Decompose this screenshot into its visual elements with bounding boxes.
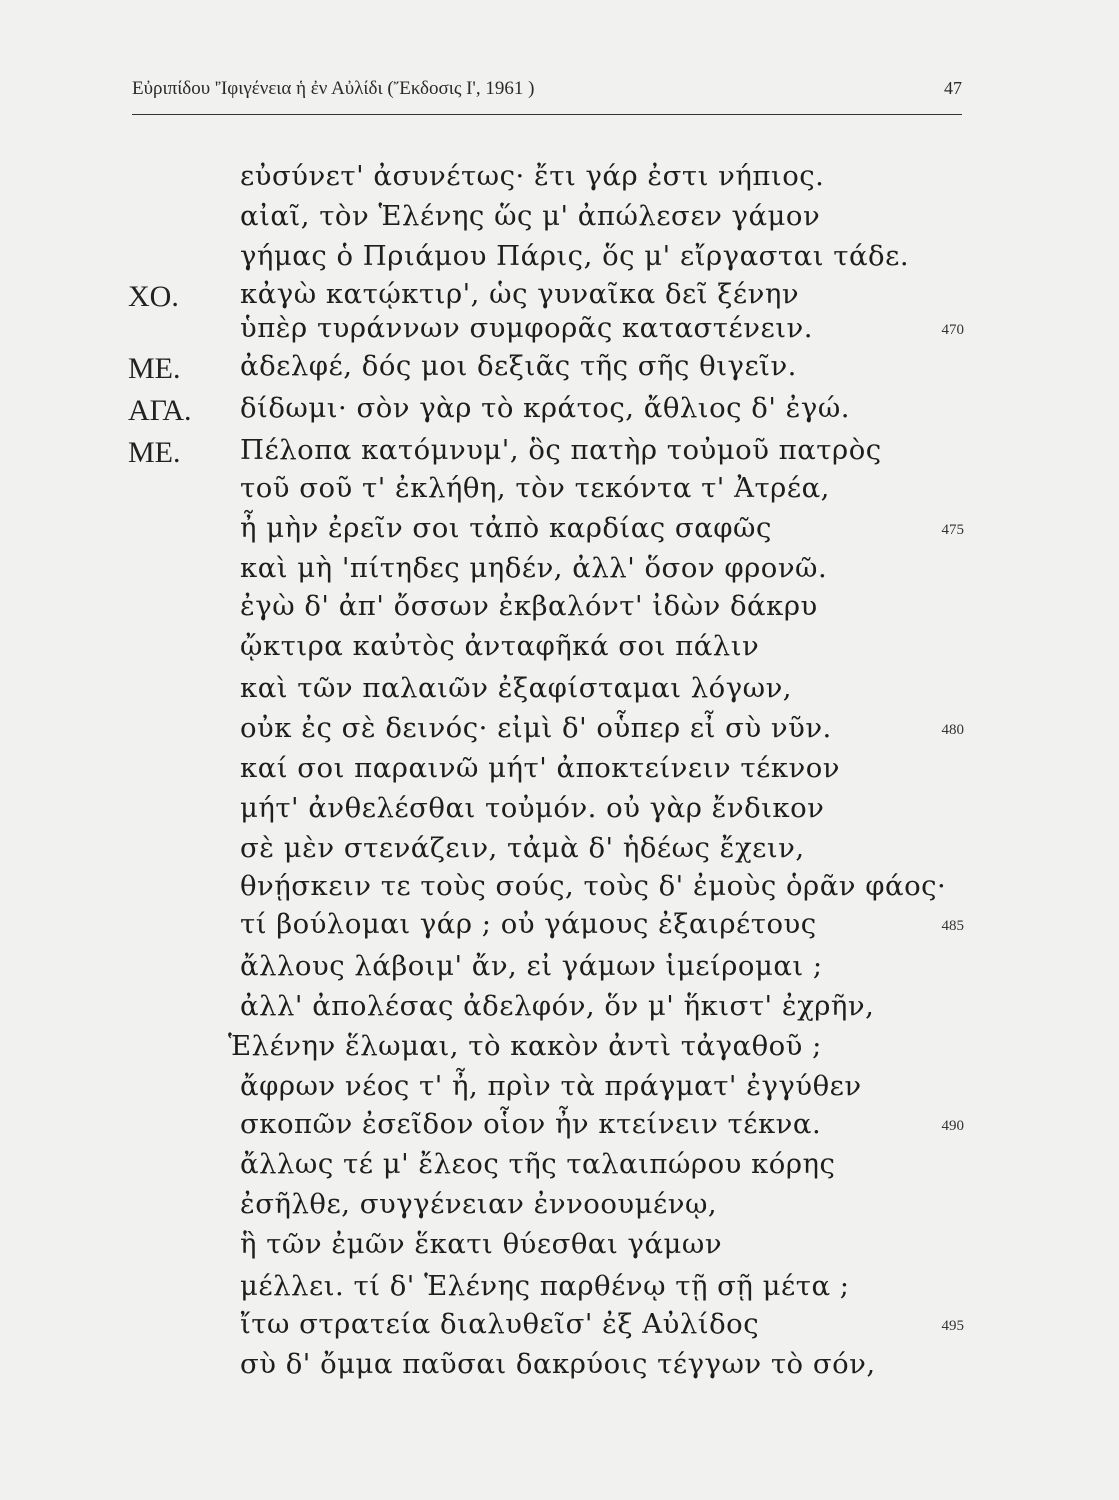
- verse-text: καὶ τῶν παλαιῶν ἐξαφίσταμαι λόγων,: [240, 672, 793, 704]
- verse-text: ἐσῆλθε, συγγένειαν ἐννοουμένῳ,: [240, 1188, 718, 1220]
- verse-text: ἀδελφέ, δός μοι δεξιᾶς τῆς σῆς θιγεῖν.: [240, 350, 797, 382]
- verse-line: [0, 240, 1119, 278]
- verse-line: [0, 1070, 1119, 1108]
- line-number: 480: [941, 722, 964, 738]
- page-number: 47: [944, 78, 962, 98]
- verse-text: κἀγὼ κατῴκτιρ', ὡς γυναῖκα δεῖ ξένην: [240, 278, 800, 310]
- verse-text: ἐγὼ δ' ἀπ' ὄσσων ἐκβαλόντ' ἰδὼν δάκρυ: [240, 590, 818, 622]
- verse-text: ἀλλ' ἀπολέσας ἀδελφόν, ὅν μ' ἥκιστ' ἐχρῆν,: [240, 990, 875, 1022]
- verse-text: οὐκ ἐς σὲ δεινός· εἰμὶ δ' οὗπερ εἶ σὺ νῦν.: [240, 712, 832, 744]
- verse-text: Ἑλένην ἕλωμαι, τὸ κακὸν ἀντὶ τἀγαθοῦ ;: [228, 1030, 822, 1062]
- verse-text: τοῦ σοῦ τ' ἐκλήθη, τὸν τεκόντα τ' Ἀτρέα,: [240, 472, 830, 504]
- verse-line: [0, 870, 1119, 908]
- verse-line: [0, 392, 1119, 430]
- verse-text: ἄφρων νέος τ' ἦ, πρὶν τὰ πράγματ' ἐγγύθεν: [240, 1070, 862, 1102]
- verse-text: γήμας ὁ Πριάμου Πάρις, ὅς μ' εἴργασται τάδε.: [240, 240, 910, 272]
- verse-text: σκοπῶν ἐσεῖδον οἷον ἦν κτείνειν τέκνα.: [240, 1108, 822, 1140]
- verse-line: [0, 1270, 1119, 1308]
- verse-line: [0, 1348, 1119, 1386]
- verse-line: [0, 990, 1119, 1028]
- verse-text: σὲ μὲν στενάζειν, τἀμὰ δ' ἡδέως ἔχειν,: [240, 832, 805, 864]
- line-number: 485: [941, 918, 964, 934]
- line-number: 475: [941, 522, 964, 538]
- verse-line: [0, 752, 1119, 790]
- verse-text: Πέλοπα κατόμνυμ', ὃς πατὴρ τοὐμοῦ πατρὸς: [240, 434, 882, 466]
- speaker-label: ΜΕ.: [128, 352, 181, 385]
- verse-line: [0, 908, 1119, 946]
- verse-text: αἰαῖ, τὸν Ἑλένης ὥς μ' ἀπώλεσεν γάμον: [240, 200, 821, 232]
- verse-text: καὶ μὴ 'πίτηδες μηδέν, ἀλλ' ὅσον φρονῶ.: [240, 552, 828, 584]
- speaker-label: ΜΕ.: [128, 436, 181, 469]
- verse-line: [0, 278, 1119, 316]
- verse-text: ἄλλως τέ μ' ἔλεος τῆς ταλαιπώρου κόρης: [240, 1148, 836, 1180]
- verse-line: [0, 472, 1119, 510]
- verse-text: καί σοι παραινῶ μήτ' ἀποκτείνειν τέκνον: [240, 752, 841, 784]
- verse-line: [0, 552, 1119, 590]
- verse-line: [0, 712, 1119, 750]
- verse-line: [0, 350, 1119, 388]
- verse-text: δίδωμι· σὸν γὰρ τὸ κράτος, ἄθλιος δ' ἐγώ.: [240, 392, 851, 424]
- speaker-label: ΑΓΑ.: [128, 394, 192, 427]
- verse-line: [0, 1030, 1119, 1068]
- verse-line: [0, 590, 1119, 628]
- verse-text: θνῄσκειν τε τοὺς σούς, τοὺς δ' ἐμοὺς ὁρᾶν φάος·: [240, 870, 947, 902]
- verse-text: μήτ' ἀνθελέσθαι τοὐμόν. οὐ γὰρ ἔνδικον: [240, 792, 825, 824]
- verse-line: [0, 832, 1119, 870]
- running-title: Εὐριπίδου 'Ἰφιγένεια ἡ ἐν Αὐλίδι (Ἔκδοσις Ι', 1961 ): [132, 78, 535, 99]
- verse-line: [0, 1188, 1119, 1226]
- verse-text: ἄλλους λάβοιμ' ἄν, εἰ γάμων ἱμείρομαι ;: [240, 950, 823, 982]
- verse-text: μέλλει. τί δ' Ἑλένης παρθένῳ τῇ σῇ μέτα ;: [240, 1270, 850, 1302]
- verse-line: [0, 512, 1119, 550]
- verse-text: τί βούλομαι γάρ ; οὐ γάμους ἐξαιρέτους: [240, 908, 817, 940]
- verse-text: ἴτω στρατεία διαλυθεῖσ' ἐξ Αὐλίδος: [240, 1308, 760, 1340]
- verse-line: [0, 1228, 1119, 1266]
- verse-text: ἦ μὴν ἐρεῖν σοι τἀπὸ καρδίας σαφῶς: [240, 512, 772, 544]
- verse-line: [0, 672, 1119, 710]
- verse-line: [0, 160, 1119, 198]
- line-number: 495: [941, 1318, 964, 1334]
- verse-text: σὺ δ' ὄμμα παῦσαι δακρύοις τέγγων τὸ σόν,: [240, 1348, 876, 1380]
- verse-text: ᾤκτιρα καὐτὸς ἀνταφῆκά σοι πάλιν: [240, 630, 760, 662]
- verse-line: [0, 950, 1119, 988]
- verse-line: [0, 200, 1119, 238]
- verse-text: ἣ τῶν ἐμῶν ἕκατι θύεσθαι γάμων: [240, 1228, 723, 1260]
- verse-line: [0, 312, 1119, 350]
- verse-text: ὑπὲρ τυράννων συμφορᾶς καταστένειν.: [240, 312, 813, 344]
- verse-line: [0, 1308, 1119, 1346]
- verse-line: [0, 630, 1119, 668]
- verse-line: [0, 792, 1119, 830]
- verse-line: [0, 434, 1119, 472]
- speaker-label: ΧΟ.: [128, 280, 179, 313]
- verse-line: [0, 1148, 1119, 1186]
- verse-text: εὐσύνετ' ἀσυνέτως· ἔτι γάρ ἐστι νήπιος.: [240, 160, 825, 192]
- line-number: 490: [941, 1118, 964, 1134]
- verse-line: [0, 1108, 1119, 1146]
- line-number: 470: [941, 322, 964, 338]
